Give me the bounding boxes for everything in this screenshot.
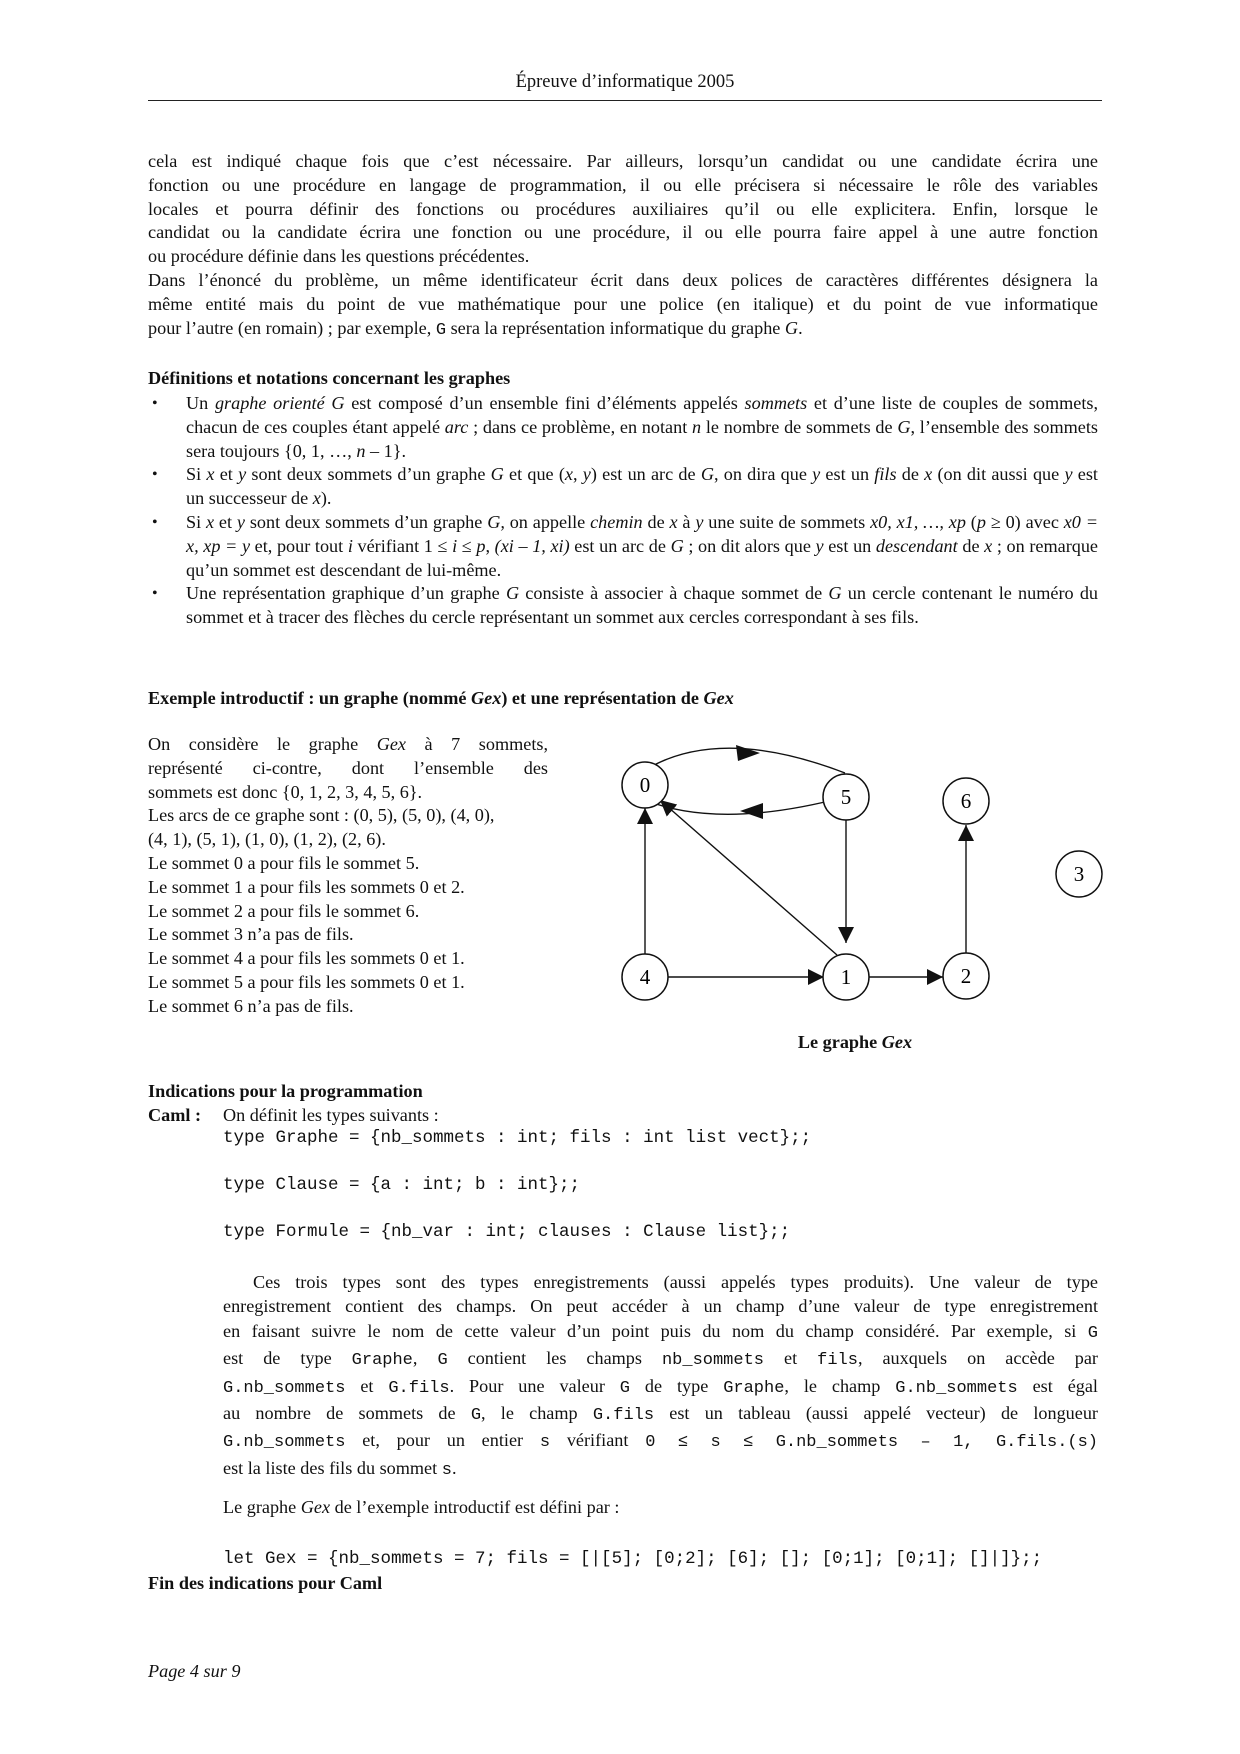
example-title: Exemple introductif : un graphe (nommé Gex) et une représentation de Gex	[148, 688, 734, 708]
edge-5-0-arrowhead	[740, 803, 763, 819]
node-4	[622, 954, 668, 1000]
definition-item: • Si x et y sont deux sommets d’un graphe G, on appelle chemin de x à y une suite de sommets x0, x1, …, xp (p ≥ 0) avec x0 = x, xp = y et, pour tout i vérifiant 1 ≤ i ≤ p, (xi – 1, xi) est un arc de G ; on dit alors que y est un descendant de x ; on remarque qu’un sommet est descendant de lui-même.	[148, 511, 1098, 582]
page-header-title: Épreuve d’informatique 2005	[515, 72, 735, 92]
node-label: 4	[639, 965, 651, 989]
node-label: 2	[960, 964, 972, 988]
definition-item: • Un graphe orienté G est composé d’un ensemble fini d’éléments appelés sommets et d’une liste de couples de sommets, chacun de ces couples étant appelé arc ; dans ce problème, en notant n le nombre de sommets de G, l’ensemble des sommets sera toujours {0, 1, …, n – 1}.	[148, 392, 1098, 463]
definition-item: • Si x et y sont deux sommets d’un graphe G et que (x, y) est un arc de G, on dira que y est un fils de x (on dit aussi que y est un successeur de x).	[148, 463, 1098, 511]
intro-line: locales et pourra définir des fonctions ou procédures auxiliaires qu’il ou elle explicitera. Enfin, lorsque le	[148, 198, 1098, 219]
example-line: Le sommet 1 a pour fils les sommets 0 et 2.	[148, 876, 465, 897]
intro-line: même entité mais du point de vue mathématique pour une police (en italique) et du point de vue informatique	[148, 293, 1098, 314]
node-label: 0	[639, 773, 651, 797]
text: .	[798, 317, 803, 338]
example-line: Le sommet 4 a pour fils les sommets 0 et 1.	[148, 948, 465, 969]
code-type-clause: type Clause = {a : int; b : int};;	[223, 1175, 581, 1195]
explanation-line: est la liste des fils du sommet s.	[223, 1457, 457, 1480]
figure-caption: Le graphe Gex	[797, 1032, 913, 1052]
node-2	[943, 953, 989, 999]
graph-gex-figure	[600, 745, 1120, 1025]
text: pour l’autre (en romain) ; par exemple,	[148, 317, 436, 338]
node-0	[622, 762, 668, 808]
example-line: (4, 1), (5, 1), (1, 0), (1, 2), (2, 6).	[148, 829, 386, 850]
math-inline: G	[784, 317, 799, 338]
example-line: représenté ci-contre, dont l’ensemble des	[148, 757, 548, 778]
example-line: Les arcs de ce graphe sont : (0, 5), (5, 0), (4, 0),	[148, 805, 495, 826]
edge-1-0	[660, 800, 837, 955]
explanation-line: enregistrement contient des champs. On peut accéder à un champ d’une valeur de type enregistrement	[223, 1296, 1098, 1317]
programming-title: Indications pour la programmation	[148, 1081, 423, 1101]
records-explanation	[223, 1270, 1098, 1483]
caml-label: Caml :	[148, 1105, 202, 1125]
text: sera la représentation informatique du graphe	[446, 317, 785, 338]
explanation-line: au nombre de sommets de G, le champ G.fils est un tableau (aussi appelé vecteur) de longueur	[223, 1403, 1098, 1426]
definitions-list	[148, 392, 1098, 630]
example-line: Le sommet 6 n’a pas de fils.	[148, 995, 354, 1016]
node-label: 1	[840, 965, 852, 989]
example-line: sommets est donc {0, 1, 2, 3, 4, 5, 6}.	[148, 781, 423, 802]
page-number: Page 4 sur 9	[148, 1661, 241, 1681]
intro-line-last	[148, 317, 1098, 343]
intro-line: candidat ou la candidate écrira une fonction ou une procédure, il ou elle pourra faire appel à une autre fonction	[148, 222, 1098, 243]
example-line: Le sommet 3 n’a pas de fils.	[148, 924, 354, 945]
node-label: 5	[840, 785, 852, 809]
edge-0-5-arrowhead	[736, 745, 760, 761]
math-arc: (xi – 1, xi)	[494, 535, 570, 556]
example-line: Le sommet 0 a pour fils le sommet 5.	[148, 852, 420, 873]
code-type-graphe: type Graphe = {nb_sommets : int; fils : int list vect};;	[223, 1128, 812, 1148]
explanation-line: en faisant suivre le nom de cette valeur d’un point puis du nom du champ considéré. Par exemple, si G	[223, 1320, 1098, 1343]
intro-line: cela est indiqué chaque fois que c’est nécessaire. Par ailleurs, lorsqu’un candidat ou une candidate écrira une	[148, 151, 1098, 171]
definition-item: • Une représentation graphique d’un graphe G consiste à associer à chaque sommet de G un cercle contenant le numéro du sommet et à tracer des flèches du cercle représentant un sommet aux cercles correspondant à ses fils.	[148, 582, 1098, 630]
example-line: Le sommet 2 a pour fils le sommet 6.	[148, 900, 420, 921]
node-5	[823, 774, 869, 820]
example-description	[148, 733, 548, 1019]
node-1	[823, 954, 869, 1000]
math-condition: x0 = x, xp = y	[186, 511, 1099, 556]
code-type-formule: type Formule = {nb_var : int; clauses : Clause list};;	[223, 1222, 791, 1242]
math-sequence: x0, x1, …, xp	[870, 511, 966, 532]
explanation-line: Ces trois types sont des types enregistrements (aussi appelés types produits). Une valeur de type	[253, 1272, 1098, 1292]
intro-line: ou procédure définie dans les questions précédentes.	[148, 246, 530, 267]
explanation-line: est de type Graphe, G contient les champs nb_sommets et fils, auxquels on accède par	[223, 1348, 1098, 1371]
caml-intro: On définit les types suivants :	[223, 1105, 439, 1125]
code-let-gex: let Gex = {nb_sommets = 7; fils = [|[5]; [0;2]; [6]; []; [0;1]; [0;1]; []|]};;	[223, 1549, 1043, 1569]
node-3	[1056, 851, 1102, 897]
example-line: Le sommet 5 a pour fils les sommets 0 et 1.	[148, 971, 465, 992]
intro-line: fonction ou une procédure en langage de programmation, il ou elle précisera si nécessaire le rôle des variables	[148, 174, 1098, 195]
explanation-line: G.nb_sommets et, pour un entier s vérifiant 0 ≤ s ≤ G.nb_sommets – 1, G.fils.(s)	[223, 1430, 1098, 1453]
node-label: 6	[960, 789, 972, 813]
gex-definition-intro: Le graphe Gex de l’exemple introductif est défini par :	[223, 1497, 620, 1517]
example-line: On considère le graphe Gex à 7 sommets,	[148, 734, 548, 754]
header-rule	[148, 100, 1102, 101]
intro-paragraph	[148, 150, 1098, 342]
node-6	[943, 778, 989, 824]
code-inline: G	[435, 320, 447, 340]
node-label: 3	[1073, 862, 1085, 886]
end-of-caml: Fin des indications pour Caml	[148, 1573, 383, 1593]
definitions-title: Définitions et notations concernant les graphes	[148, 368, 511, 388]
explanation-line: G.nb_sommets et G.fils. Pour une valeur G de type Graphe, le champ G.nb_sommets est égal	[223, 1375, 1098, 1398]
intro-line: Dans l’énoncé du problème, un même identificateur écrit dans deux polices de caractères différentes désignera la	[148, 269, 1098, 290]
